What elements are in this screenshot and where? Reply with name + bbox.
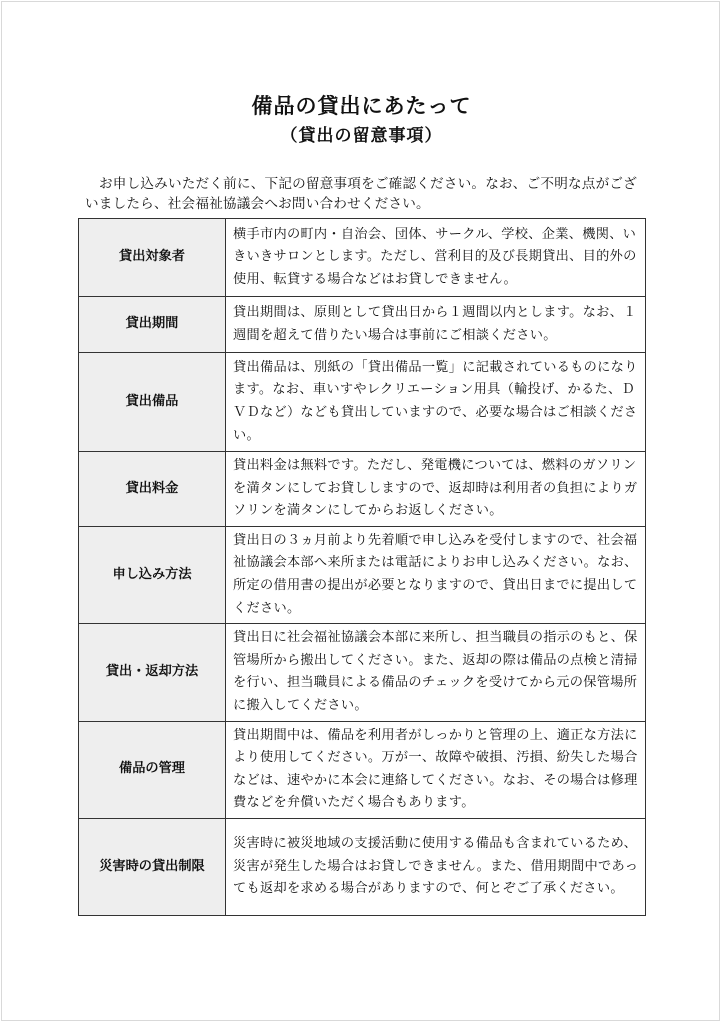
table-row [79,818,646,915]
table-row [79,353,646,452]
row-text: 貸出日の３ヵ月前より先着順で申し込みを受付しますので、社会福祉協議会本部へ来所または電話によりお申し込みください。なお、所定の借用書の提出が必要となりますので、貸出日までに提出してください。 [226,526,646,623]
table-row [79,526,646,623]
row-label: 貸出料金 [79,452,226,527]
table-row [79,297,646,353]
row-label: 貸出・返却方法 [79,624,226,721]
row-text: 貸出期間は、原則として貸出日から１週間以内とします。なお、１週間を超えて借りたい場合は事前にご相談ください。 [226,297,646,353]
row-label: 申し込み方法 [79,526,226,623]
intro-text: お申し込みいただく前に、下記の留意事項をご確認ください。なお、ご不明な点がございましたら、社会福祉協議会へお問い合わせください。 [85,176,637,212]
rules-table [78,218,646,916]
row-label: 貸出期間 [79,297,226,353]
page-title: 備品の貸出にあたって [251,94,472,118]
row-text: 貸出日に社会福祉協議会本部に来所し、担当職員の指示のもと、保管場所から搬出してください。また、返却の際は備品の点検と清掃を行い、担当職員による備品のチェックを受けてから元の保管場所に搬入してください。 [226,624,646,721]
row-text: 横手市内の町内・自治会、団体、サークル、学校、企業、機関、いきいきサロンとします。ただし、営利目的及び長期貸出、目的外の使用、転貸する場合などはお貸しできません。 [226,219,646,297]
row-text: 貸出備品は、別紙の「貸出備品一覧」に記載されているものになります。なお、車いすやレクリエーション用具（輪投げ、かるた、ＤＶＤなど）なども貸出していますので、必要な場合はご相談ください。 [226,353,646,452]
table-row [79,452,646,527]
row-label: 備品の管理 [79,721,226,818]
row-text: 災害時に被災地域の支援活動に使用する備品も含まれているため、災害が発生した場合はお貸しできません。また、借用期間中であっても返却を求める場合がありますので、何とぞご了承ください。 [226,818,646,915]
table-row [79,219,646,297]
table-row [79,721,646,818]
row-text: 貸出料金は無料です。ただし、発電機については、燃料のガソリンを満タンにしてお貸ししますので、返却時は利用者の負担によりガソリンを満タンにしてからお返しください。 [226,452,646,527]
row-label: 貸出対象者 [79,219,226,297]
page-subtitle: （貸出の留意事項） [280,126,443,146]
table-row [79,624,646,721]
row-label: 災害時の貸出制限 [79,818,226,915]
row-text: 貸出期間中は、備品を利用者がしっかりと管理の上、適正な方法により使用してください。万が一、故障や破損、汚損、紛失した場合などは、速やかに本会に連絡してください。なお、その場合は修理費などを弁償いただく場合もあります。 [226,721,646,818]
row-label: 貸出備品 [79,353,226,452]
